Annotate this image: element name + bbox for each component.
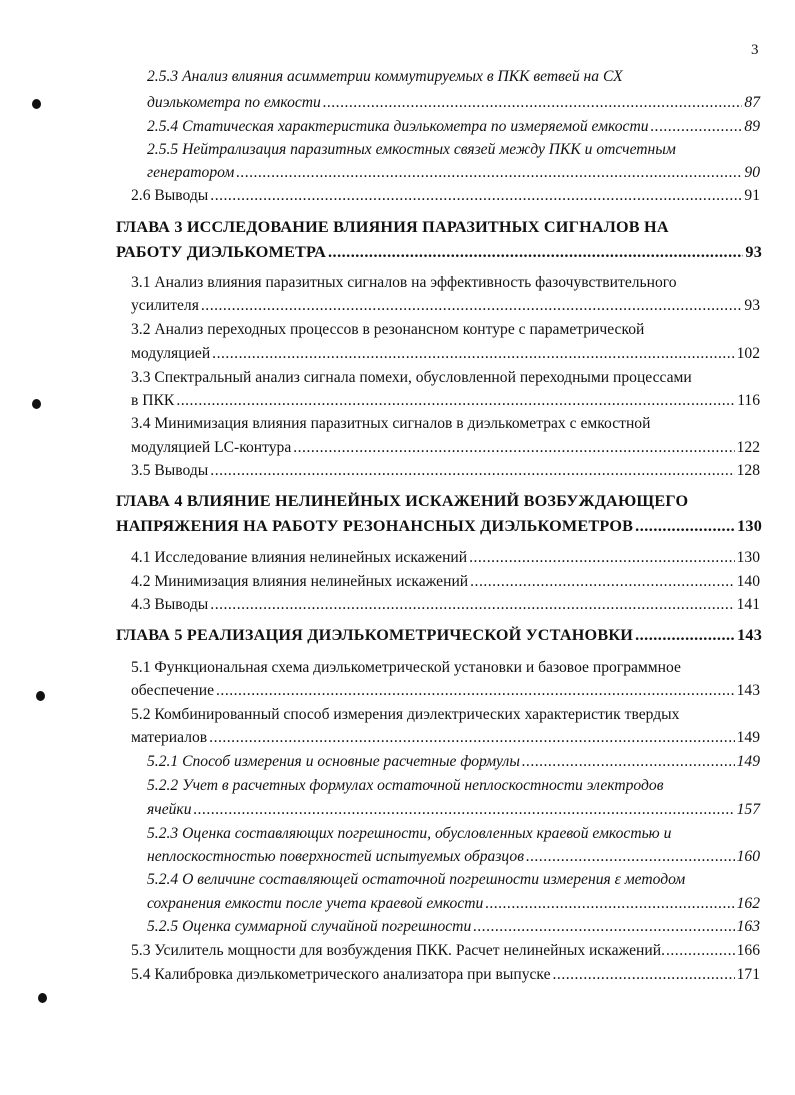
toc-leader — [469, 548, 735, 568]
toc-entry-title: 5.2 Комбинированный способ измерения диэлектрических характеристик твердых — [131, 706, 680, 723]
toc-entry-title: модуляцией — [131, 345, 211, 362]
toc-leader — [210, 186, 742, 206]
binding-hole-mark — [36, 691, 45, 701]
toc-leader — [473, 917, 734, 937]
toc-entry-5-2-3[interactable] — [147, 847, 760, 867]
toc-chapter-title: РАБОТУ ДИЭЛЬКОМЕТРА — [116, 243, 326, 261]
binding-hole-mark — [38, 993, 47, 1003]
toc-chapter-3[interactable] — [116, 242, 762, 262]
toc-chapter-3[interactable] — [116, 217, 669, 237]
toc-leader — [210, 595, 734, 615]
toc-entry-page: 162 — [736, 895, 760, 912]
toc-leader — [522, 752, 735, 772]
toc-entry-3-4[interactable] — [131, 438, 760, 458]
toc-leader — [216, 681, 735, 701]
toc-entry-title: 3.2 Анализ переходных процессов в резонансном контуре с параметрической — [131, 321, 645, 338]
toc-entry-page: 130 — [737, 517, 762, 535]
toc-entry-title: обеспечение — [131, 682, 215, 699]
toc-entry-5-4[interactable] — [131, 965, 760, 985]
toc-leader — [201, 296, 743, 316]
toc-leader — [323, 93, 743, 113]
toc-leader — [293, 438, 734, 458]
toc-entry-5-2-3[interactable] — [147, 824, 671, 844]
toc-leader — [666, 941, 736, 961]
toc-entry-title: 5.2.5 Оценка суммарной случайной погрешности — [147, 918, 472, 935]
toc-entry-3-1[interactable] — [131, 296, 760, 316]
toc-chapter-4[interactable] — [116, 516, 762, 536]
toc-entry-page: 171 — [736, 966, 760, 983]
toc-entry-title: ячейки — [147, 801, 192, 818]
toc-entry-page: 116 — [737, 392, 760, 409]
toc-entry-page: 160 — [736, 848, 760, 865]
toc-entry-5-2[interactable] — [131, 728, 760, 748]
toc-leader — [635, 625, 735, 645]
toc-entry-5-2-5[interactable] — [147, 917, 760, 937]
toc-entry-page: 149 — [736, 753, 760, 770]
toc-entry-5-2-1[interactable] — [147, 752, 760, 772]
toc-entry-title: 2.6 Выводы — [131, 187, 209, 204]
toc-entry-page: 143 — [736, 682, 760, 699]
toc-chapter-title: ГЛАВА 5 РЕАЛИЗАЦИЯ ДИЭЛЬКОМЕТРИЧЕСКОЙ УСТАНОВКИ — [116, 626, 634, 644]
toc-entry-title: 3.4 Минимизация влияния паразитных сигналов в диэлькометрах с емкостной — [131, 415, 651, 432]
toc-entry-title: 3.5 Выводы — [131, 462, 209, 479]
toc-entry-5-3[interactable] — [131, 941, 760, 961]
toc-leader — [328, 242, 743, 262]
toc-entry-title: диэлькометра по емкости — [147, 94, 321, 111]
toc-leader — [651, 117, 743, 137]
toc-leader — [176, 391, 735, 411]
toc-entry-3-2[interactable] — [131, 344, 760, 364]
toc-entry-2-5-5[interactable] — [147, 140, 676, 160]
toc-leader — [470, 572, 734, 592]
toc-entry-3-3[interactable] — [131, 368, 692, 388]
toc-entry-title: неплоскостностью поверхностей испытуемых образцов — [147, 848, 524, 865]
toc-entry-5-1[interactable] — [131, 658, 681, 678]
toc-entry-2-6[interactable] — [131, 186, 760, 206]
toc-entry-4-2[interactable] — [131, 572, 760, 592]
toc-leader — [209, 728, 734, 748]
toc-entry-5-1[interactable] — [131, 681, 760, 701]
toc-entry-page: 128 — [736, 462, 760, 479]
toc-entry-5-2-4[interactable] — [147, 870, 685, 890]
toc-entry-2-5-5[interactable] — [147, 163, 760, 183]
toc-entry-title: 3.3 Спектральный анализ сигнала помехи, обусловленной переходными процессами — [131, 369, 692, 386]
toc-entry-page: 89 — [744, 118, 760, 135]
toc-entry-title: 3.1 Анализ влияния паразитных сигналов на эффективность фазочувствительного — [131, 274, 677, 291]
toc-entry-page: 90 — [744, 164, 760, 181]
toc-entry-3-4[interactable] — [131, 414, 650, 434]
toc-entry-title: усилителя — [131, 297, 199, 314]
toc-entry-page: 157 — [736, 801, 760, 818]
toc-entry-title: сохранения емкости после учета краевой емкости — [147, 895, 484, 912]
toc-entry-page: 93 — [745, 243, 762, 261]
toc-entry-title: материалов — [131, 729, 208, 746]
toc-entry-title: 5.2.2 Учет в расчетных формулах остаточной неплоскостности электродов — [147, 777, 664, 794]
toc-entry-5-2-4[interactable] — [147, 894, 760, 914]
toc-entry-page: 87 — [744, 94, 760, 111]
toc-chapter-5[interactable] — [116, 625, 762, 645]
toc-entry-3-1[interactable] — [131, 273, 677, 293]
page-number: 3 — [751, 42, 759, 58]
toc-chapter-title: НАПРЯЖЕНИЯ НА РАБОТУ РЕЗОНАНСНЫХ ДИЭЛЬКОМЕТРОВ — [116, 517, 634, 535]
toc-entry-page: 141 — [736, 596, 760, 613]
toc-entry-page: 91 — [744, 187, 760, 204]
toc-entry-title: 5.2.4 О величине составляющей остаточной погрешности измерения ε методом — [147, 871, 686, 888]
toc-entry-page: 130 — [736, 549, 760, 566]
toc-leader — [236, 163, 742, 183]
toc-entry-page: 140 — [736, 573, 760, 590]
toc-entry-page: 149 — [736, 729, 760, 746]
binding-hole-mark — [32, 399, 41, 409]
toc-entry-page: 102 — [736, 345, 760, 362]
toc-entry-title: 4.2 Минимизация влияния нелинейных искажений — [131, 573, 469, 590]
toc-entry-title: 2.5.3 Анализ влияния асимметрии коммутируемых в ПКК ветвей на СХ — [147, 68, 623, 85]
toc-chapter-title: ГЛАВА 3 ИССЛЕДОВАНИЕ ВЛИЯНИЯ ПАРАЗИТНЫХ СИГНАЛОВ НА — [116, 218, 669, 236]
toc-entry-title: 5.2.3 Оценка составляющих погрешности, обусловленных краевой емкостью и — [147, 825, 672, 842]
toc-entry-5-2-2[interactable] — [147, 776, 663, 796]
toc-entry-title: 4.3 Выводы — [131, 596, 209, 613]
toc-leader — [210, 461, 734, 481]
toc-entry-3-2[interactable] — [131, 320, 644, 340]
toc-entry-4-3[interactable] — [131, 595, 760, 615]
toc-leader — [485, 894, 734, 914]
toc-entry-page: 122 — [736, 439, 760, 456]
toc-leader — [526, 847, 735, 867]
toc-entry-3-3[interactable] — [131, 391, 760, 411]
toc-entry-title: в ПКК — [131, 392, 175, 409]
toc-entry-page: 163 — [736, 918, 760, 935]
toc-entry-2-5-3[interactable] — [147, 93, 760, 113]
toc-leader — [212, 344, 734, 364]
toc-entry-2-5-4[interactable] — [147, 117, 760, 137]
toc-entry-title: 5.2.1 Способ измерения и основные расчетные формулы — [147, 753, 520, 770]
toc-entry-3-5[interactable] — [131, 461, 760, 481]
toc-chapter-title: ГЛАВА 4 ВЛИЯНИЕ НЕЛИНЕЙНЫХ ИСКАЖЕНИЙ ВОЗБУЖДАЮЩЕГО — [116, 492, 689, 510]
toc-entry-title: 5.3 Усилитель мощности для возбуждения ПКК. Расчет нелинейных искажений. — [131, 942, 665, 959]
toc-leader — [194, 800, 735, 820]
toc-entry-page: 93 — [744, 297, 760, 314]
toc-entry-5-2-2[interactable] — [147, 800, 760, 820]
toc-entry-page: 166 — [736, 942, 760, 959]
toc-leader — [635, 516, 735, 536]
toc-chapter-4[interactable] — [116, 491, 688, 511]
toc-entry-title: генератором — [147, 164, 235, 181]
toc-entry-title: 2.5.4 Статическая характеристика диэлькометра по измеряемой емкости — [147, 118, 649, 135]
toc-entry-title: модуляцией LC-контура — [131, 439, 292, 456]
toc-entry-title: 4.1 Исследование влияния нелинейных искажений — [131, 549, 468, 566]
toc-entry-5-2[interactable] — [131, 705, 679, 725]
toc-entry-4-1[interactable] — [131, 548, 760, 568]
toc-leader — [553, 965, 735, 985]
toc-entry-title: 2.5.5 Нейтрализация паразитных емкостных связей между ПКК и отсчетным — [147, 141, 676, 158]
toc-entry-title: 5.4 Калибровка диэлькометрического анализатора при выпуске — [131, 966, 551, 983]
toc-entry-title: 5.1 Функциональная схема диэлькометрической установки и базовое программное — [131, 659, 681, 676]
toc-entry-2-5-3[interactable] — [147, 67, 623, 87]
binding-hole-mark — [32, 99, 41, 109]
toc-entry-page: 143 — [737, 626, 762, 644]
